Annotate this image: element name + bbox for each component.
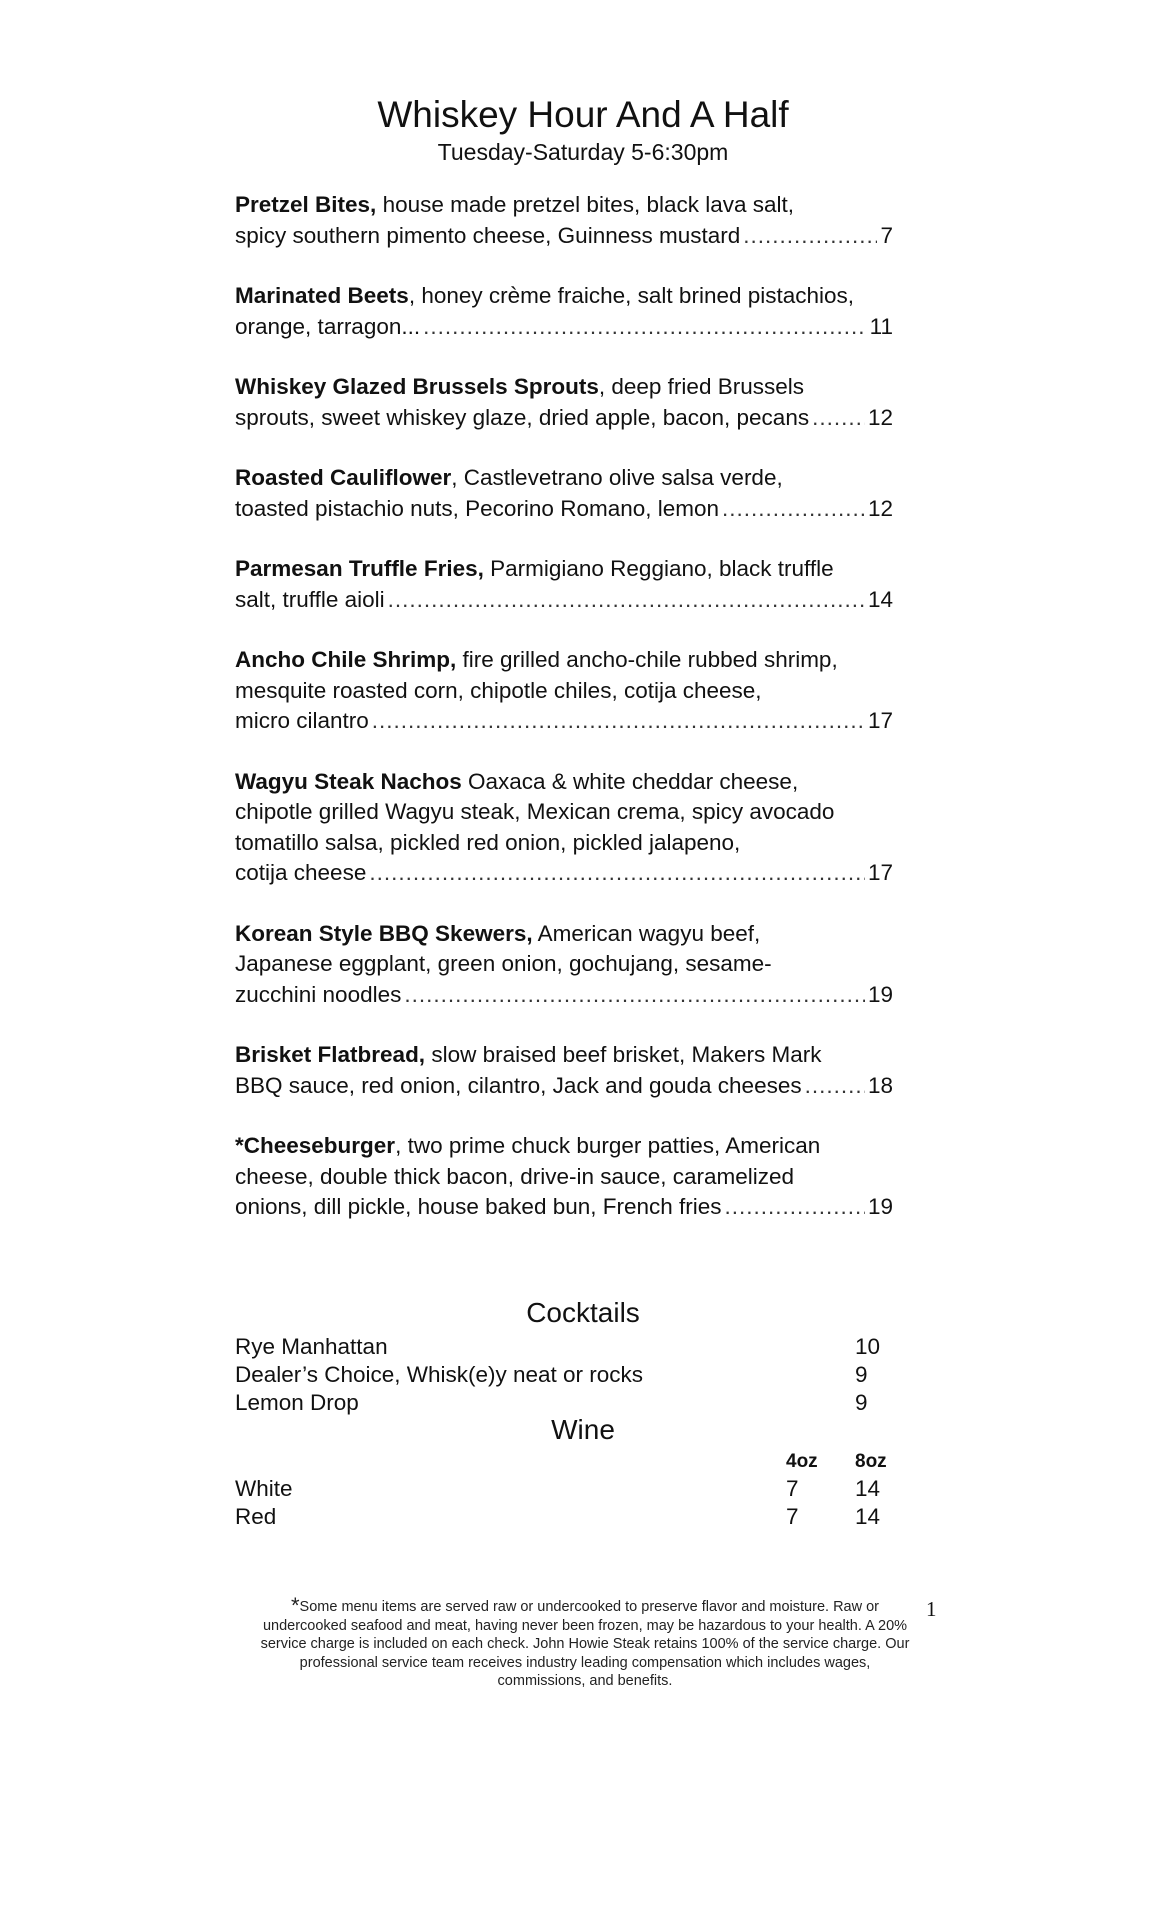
item-text <box>235 678 762 703</box>
item-price-line <box>235 312 893 343</box>
footnote-asterisk: * <box>290 1593 300 1618</box>
dot-leader <box>404 980 865 1011</box>
item-description: , two prime chuck burger patties, American <box>395 1133 821 1158</box>
wine-size-8oz: 8oz <box>855 1451 887 1472</box>
item-description-line <box>235 1131 893 1162</box>
item-price: 12 <box>867 404 893 430</box>
item-name: Korean Style BBQ Skewers, <box>235 920 533 946</box>
item-description: , honey crème fraiche, salt brined pistachios, <box>408 283 855 308</box>
item-name: Marinated Beets <box>235 283 409 308</box>
item-text <box>235 283 854 308</box>
wine-price-8oz: 14 <box>855 1476 881 1501</box>
wine-name: White <box>235 1476 293 1501</box>
item-description: Parmigiano Reggiano, black truffle <box>483 556 834 581</box>
dot-leader <box>388 585 865 616</box>
item-description-line <box>235 676 893 707</box>
item-price-line <box>235 585 893 616</box>
item-description-line <box>235 190 893 221</box>
menu-item <box>235 554 893 615</box>
item-text <box>235 980 401 1011</box>
item-description: mesquite roasted corn, chipotle chiles, cotija cheese, <box>235 677 762 703</box>
item-description: , Castlevetrano olive salsa verde, <box>451 465 783 490</box>
item-price-line <box>235 980 893 1011</box>
item-description: salt, truffle aioli <box>235 586 385 612</box>
item-text <box>235 769 798 794</box>
item-description: onions, dill pickle, house baked bun, French fries <box>235 1194 722 1219</box>
item-price-line <box>235 858 893 889</box>
item-description-line <box>235 767 893 798</box>
item-name: Pretzel Bites, <box>235 192 377 217</box>
item-text <box>235 585 385 616</box>
item-text <box>235 1192 722 1223</box>
item-price-line <box>235 1071 893 1102</box>
item-text <box>235 1164 794 1189</box>
dot-leader <box>369 858 865 889</box>
item-text <box>235 706 369 737</box>
item-description: sprouts, sweet whiskey glaze, dried apple, bacon, pecans <box>235 404 810 430</box>
item-text <box>235 465 783 490</box>
item-price: 12 <box>867 495 893 521</box>
item-price: 17 <box>867 860 893 885</box>
item-name: *Cheeseburger <box>235 1133 396 1158</box>
item-description-line <box>235 828 893 859</box>
item-description: cotija cheese <box>235 860 367 885</box>
item-text <box>235 799 834 824</box>
item-text <box>235 1071 802 1102</box>
dot-leader <box>805 1071 865 1102</box>
item-price-line <box>235 221 893 252</box>
menu-item <box>235 281 893 342</box>
item-description-line <box>235 463 893 494</box>
menu-item <box>235 645 893 737</box>
menu-item <box>235 767 893 889</box>
menu-title: Whiskey Hour And A Half <box>377 94 789 135</box>
cocktails-heading: Cocktails <box>526 1297 640 1328</box>
item-price: 19 <box>867 1194 893 1219</box>
item-description: American wagyu beef, <box>532 920 761 946</box>
wine-name: Red <box>235 1504 277 1529</box>
item-name: Whiskey Glazed Brussels Sprouts <box>235 374 599 399</box>
menu-item <box>235 372 893 433</box>
item-text <box>235 647 838 672</box>
dot-leader <box>725 1192 865 1223</box>
dot-leader <box>372 706 865 737</box>
item-price: 14 <box>867 586 893 612</box>
item-text <box>235 556 834 581</box>
item-price: 19 <box>867 981 893 1007</box>
cocktail-price: 9 <box>855 1390 868 1415</box>
item-text <box>235 921 760 946</box>
legal-footnote <box>255 1593 915 1691</box>
item-description: Japanese eggplant, green onion, gochujang, sesame- <box>235 951 772 976</box>
item-description-line <box>235 645 893 676</box>
item-price-line <box>235 403 893 434</box>
food-menu-list <box>235 190 893 1253</box>
cocktail-price: 10 <box>855 1334 881 1359</box>
cocktail-name: Dealer’s Choice, Whisk(e)y neat or rocks <box>235 1362 644 1387</box>
item-price: 17 <box>867 708 893 733</box>
wine-price-4oz: 7 <box>786 1476 799 1501</box>
wine-price-8oz: 14 <box>855 1504 881 1529</box>
item-text <box>235 221 740 252</box>
menu-item <box>235 919 893 1011</box>
item-description: micro cilantro <box>235 708 369 733</box>
wine-heading: Wine <box>551 1414 615 1445</box>
item-description-line <box>235 281 893 312</box>
item-text <box>235 951 772 976</box>
menu-item <box>235 463 893 524</box>
item-description-line <box>235 1040 893 1071</box>
item-description-line <box>235 919 893 950</box>
item-text <box>235 858 366 889</box>
cocktail-name: Rye Manhattan <box>235 1334 388 1359</box>
item-text <box>235 403 809 434</box>
item-description-line <box>235 372 893 403</box>
item-price-line <box>235 1192 893 1223</box>
item-description: tomatillo salsa, pickled red onion, pickled jalapeno, <box>235 829 741 855</box>
item-description-line <box>235 1162 893 1193</box>
item-name: Roasted Cauliflower <box>235 465 452 490</box>
item-description: toasted pistachio nuts, Pecorino Romano, lemon <box>235 495 720 521</box>
dot-leader <box>423 312 867 343</box>
item-description: cheese, double thick bacon, drive-in sauce, caramelized <box>235 1163 795 1189</box>
item-price: 11 <box>869 313 893 339</box>
item-text <box>235 1133 820 1158</box>
item-description-line <box>235 949 893 980</box>
item-description: orange, tarragon... <box>235 313 421 339</box>
cocktail-name: Lemon Drop <box>235 1390 359 1415</box>
menu-item <box>235 190 893 251</box>
wine-size-4oz: 4oz <box>786 1451 818 1472</box>
page-number: 1 <box>926 1597 937 1621</box>
wine-price-4oz: 7 <box>786 1504 799 1529</box>
item-price-line <box>235 706 893 737</box>
item-price: 7 <box>880 222 893 248</box>
item-description: , deep fried Brussels <box>598 374 804 399</box>
footnote-text: Some menu items are served raw or undercooked to preserve flavor and moisture. Raw or undercooked seafood and meat, having never been frozen, may be hazardous to your health. A 20% service charge is included on each check. John Howie Steak retains 100% of the service charge. Our professional service team receives industry leading compensation which includes wages, commissions, and benefits. <box>260 1599 910 1689</box>
item-description: house made pretzel bites, black lava salt, <box>376 192 795 217</box>
item-description: slow braised beef brisket, Makers Mark <box>425 1042 822 1067</box>
item-description-line <box>235 554 893 585</box>
menu-item <box>235 1131 893 1223</box>
menu-hours: Tuesday-Saturday 5-6:30pm <box>437 139 729 165</box>
dot-leader <box>812 403 865 434</box>
item-text <box>235 374 804 399</box>
item-text <box>235 494 719 525</box>
item-description: Oaxaca & white cheddar cheese, <box>461 768 799 794</box>
item-description-line <box>235 797 893 828</box>
item-text <box>235 830 740 855</box>
item-text <box>235 1042 821 1067</box>
dot-leader <box>743 221 877 252</box>
item-text <box>235 192 794 217</box>
item-price-line <box>235 494 893 525</box>
item-description: fire grilled ancho-chile rubbed shrimp, <box>456 647 838 672</box>
item-name: Brisket Flatbread, <box>235 1042 426 1067</box>
item-name: Wagyu Steak Nachos <box>235 768 462 794</box>
menu-item <box>235 1040 893 1101</box>
item-description: spicy southern pimento cheese, Guinness mustard <box>235 222 741 248</box>
cocktail-price: 9 <box>855 1362 868 1387</box>
item-description: zucchini noodles <box>235 981 402 1007</box>
item-description: BBQ sauce, red onion, cilantro, Jack and gouda cheeses <box>235 1072 802 1098</box>
item-name: Ancho Chile Shrimp, <box>235 647 457 672</box>
item-name: Parmesan Truffle Fries, <box>235 556 484 581</box>
item-price: 18 <box>867 1072 893 1098</box>
item-text <box>235 312 420 343</box>
item-description: chipotle grilled Wagyu steak, Mexican crema, spicy avocado <box>235 799 835 824</box>
dot-leader <box>722 494 865 525</box>
